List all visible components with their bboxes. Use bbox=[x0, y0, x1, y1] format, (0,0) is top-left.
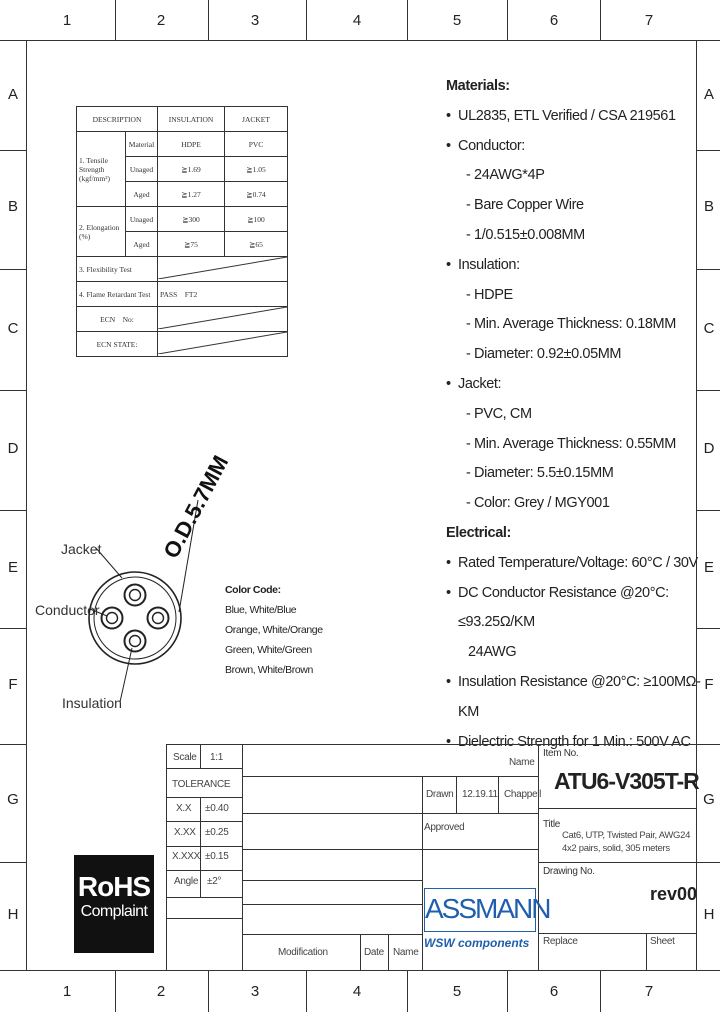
row-label-g-right: G bbox=[703, 791, 715, 808]
conductor-item: - 24AWG*4P bbox=[466, 167, 545, 184]
cell: ≧100 bbox=[225, 207, 288, 232]
insulation-heading: • Insulation: bbox=[446, 251, 716, 281]
rohs-subtitle: Complaint bbox=[80, 903, 148, 920]
name-label: Name bbox=[509, 757, 535, 768]
insulation-item: - HDPE bbox=[466, 286, 513, 303]
date-label: Date bbox=[364, 947, 384, 958]
header-description: DESCRIPTION bbox=[77, 107, 158, 132]
replace-label: Replace bbox=[543, 936, 578, 947]
color-code-item: Brown, White/Brown bbox=[225, 664, 313, 676]
titleblock-top bbox=[166, 744, 696, 745]
ul-item: • UL2835, ETL Verified / CSA 219561 bbox=[446, 102, 716, 132]
conductor-item: - 1/0.515±0.008MM bbox=[466, 226, 585, 243]
color-code-item: Green, White/Green bbox=[225, 644, 312, 656]
frame-left-line bbox=[26, 40, 27, 970]
tolerance-key: Angle bbox=[174, 876, 199, 887]
materials-heading: Materials: bbox=[446, 78, 510, 94]
cell: ≧0.74 bbox=[225, 182, 288, 207]
tensile-label: 1. Tensile Strength (kgf/mm²) bbox=[77, 132, 126, 207]
jacket-heading: • Jacket: bbox=[446, 370, 716, 400]
row-label-f: F bbox=[8, 676, 18, 693]
electrical-heading: Electrical: bbox=[446, 524, 511, 541]
insulation-label: Insulation bbox=[62, 695, 122, 711]
name-label-bottom: Name bbox=[393, 947, 419, 958]
row-label-f-right: F bbox=[704, 676, 714, 693]
row-label-d: D bbox=[7, 440, 19, 457]
approved-label: Approved bbox=[424, 822, 465, 833]
rohs-title: RoHS bbox=[77, 871, 151, 902]
tolerance-key: X.X bbox=[176, 803, 192, 814]
col-label-7-bottom: 7 bbox=[644, 983, 654, 1000]
frame-bottom-line bbox=[0, 970, 720, 971]
tolerance-label: TOLERANCE bbox=[172, 779, 231, 790]
drawing-no-label: Drawing No. bbox=[543, 866, 595, 877]
conductor-heading: • Conductor: bbox=[446, 132, 716, 162]
insulation-item: - Diameter: 0.92±0.05MM bbox=[466, 346, 622, 363]
row-label-b-right: B bbox=[703, 198, 714, 215]
color-code-item: Orange, White/Orange bbox=[225, 624, 323, 636]
col-label-5: 5 bbox=[452, 12, 462, 29]
row-label-c: C bbox=[7, 320, 19, 337]
ecn-label: ECN No: bbox=[77, 307, 158, 332]
col-label-5-bottom: 5 bbox=[452, 983, 462, 1000]
cell: ≧65 bbox=[225, 232, 288, 257]
tolerance-value: ±0.40 bbox=[205, 803, 229, 814]
title-label: Title bbox=[543, 819, 561, 830]
jacket-item: - Min. Average Thickness: 0.55MM bbox=[466, 435, 676, 452]
cell: Material bbox=[126, 132, 158, 157]
item-number: ATU6-V305T-R bbox=[554, 768, 699, 794]
flex-label: 3. Flexibility Test bbox=[77, 257, 158, 282]
dc-resistance-item: • DC Conductor Resistance @20°C: ≤93.25Ω/KM bbox=[446, 579, 716, 639]
frame-top-line bbox=[0, 40, 720, 41]
modification-label: Modification bbox=[278, 947, 328, 958]
cell: PVC bbox=[225, 132, 288, 157]
sheet-label: Sheet bbox=[650, 936, 675, 947]
col-label-1-bottom: 1 bbox=[62, 983, 72, 1000]
tolerance-value: ±0.15 bbox=[205, 851, 229, 862]
jacket-label: Jacket bbox=[61, 541, 102, 557]
dc-resistance-cont: 24AWG bbox=[468, 644, 517, 661]
cell: ≧300 bbox=[158, 207, 225, 232]
color-code-block bbox=[225, 580, 323, 680]
col-label-3-bottom: 3 bbox=[250, 983, 260, 1000]
row-label-h: H bbox=[7, 906, 19, 923]
specification-list bbox=[446, 72, 716, 757]
col-label-4-bottom: 4 bbox=[352, 983, 362, 1000]
insulation-resistance-item: • Insulation Resistance @20°C: ≥100MΩ-KM bbox=[446, 668, 716, 728]
flame-value: PASS FT2 bbox=[158, 282, 288, 307]
cell: ≧1.69 bbox=[158, 157, 225, 182]
row-label-a: A bbox=[7, 86, 18, 103]
row-label-h-right: H bbox=[703, 906, 715, 923]
rohs-badge bbox=[74, 855, 154, 953]
revision: rev00 bbox=[650, 884, 698, 904]
jacket-item: - Diameter: 5.5±0.15MM bbox=[466, 465, 614, 482]
col-label-4: 4 bbox=[352, 12, 362, 29]
od-dimension: O.D.5.7MM bbox=[158, 451, 234, 563]
row-label-a-right: A bbox=[703, 86, 714, 103]
cell: HDPE bbox=[158, 132, 225, 157]
header-jacket: JACKET bbox=[225, 107, 288, 132]
tolerance-value: ±2° bbox=[207, 876, 222, 887]
col-label-7: 7 bbox=[644, 12, 654, 29]
cell: Aged bbox=[126, 182, 158, 207]
col-label-6-bottom: 6 bbox=[549, 983, 559, 1000]
tolerance-key: X.XX bbox=[174, 827, 196, 838]
item-no-label: Item No. bbox=[543, 748, 579, 759]
ecn-state-cell bbox=[158, 332, 288, 357]
col-label-6: 6 bbox=[549, 12, 559, 29]
scale-value: 1:1 bbox=[210, 752, 224, 763]
jacket-item: - Color: Grey / MGY001 bbox=[466, 495, 610, 512]
tolerance-value: ±0.25 bbox=[205, 827, 229, 838]
conductor-item: - Bare Copper Wire bbox=[466, 197, 584, 214]
ecn-state-label: ECN STATE: bbox=[77, 332, 158, 357]
cell: ≧1.27 bbox=[158, 182, 225, 207]
drawn-date: 12.19.11 bbox=[462, 789, 498, 800]
cell: Aged bbox=[126, 232, 158, 257]
col-label-3: 3 bbox=[250, 12, 260, 29]
assmann-logo bbox=[424, 888, 550, 932]
dielectric-item: • Dielectric Strength for 1 Min.: 500V AC bbox=[446, 728, 716, 758]
title-line-2: 4x2 pairs, solid, 305 meters bbox=[562, 843, 670, 854]
cell: ≧75 bbox=[158, 232, 225, 257]
cell: Unaged bbox=[126, 207, 158, 232]
logo-text: ASSMANN bbox=[425, 893, 550, 924]
col-label-2-bottom: 2 bbox=[156, 983, 166, 1000]
row-label-d-right: D bbox=[703, 440, 715, 457]
logo-subtitle: WSW components bbox=[424, 936, 530, 950]
col-label-1: 1 bbox=[62, 12, 72, 29]
cell: ≧1.05 bbox=[225, 157, 288, 182]
ecn-value-cell bbox=[158, 307, 288, 332]
scale-label: Scale bbox=[173, 752, 197, 763]
header-insulation: INSULATION bbox=[158, 107, 225, 132]
elongation-label: 2. Elongation (%) bbox=[77, 207, 126, 257]
rated-item: • Rated Temperature/Voltage: 60°C / 30V bbox=[446, 549, 716, 579]
title-line-1: Cat6, UTP, Twisted Pair, AWG24 bbox=[562, 830, 691, 841]
tolerance-key: X.XXX bbox=[172, 851, 200, 862]
drawn-label: Drawn bbox=[426, 789, 454, 800]
row-label-e: E bbox=[7, 559, 18, 576]
flame-label: 4. Flame Retardant Test bbox=[77, 282, 158, 307]
cell: Unaged bbox=[126, 157, 158, 182]
col-label-2: 2 bbox=[156, 12, 166, 29]
color-code-item: Blue, White/Blue bbox=[225, 604, 297, 616]
flex-value-cell bbox=[158, 257, 288, 282]
properties-table bbox=[76, 106, 288, 357]
row-label-c-right: C bbox=[703, 320, 715, 337]
jacket-item: - PVC, CM bbox=[466, 405, 532, 422]
row-label-g: G bbox=[7, 791, 19, 808]
color-code-title: Color Code: bbox=[225, 584, 281, 596]
conductor-label: Conductor bbox=[35, 602, 100, 618]
row-label-e-right: E bbox=[703, 559, 714, 576]
insulation-item: - Min. Average Thickness: 0.18MM bbox=[466, 316, 676, 333]
drawn-name: Chappell bbox=[504, 789, 542, 800]
row-label-b: B bbox=[7, 198, 18, 215]
